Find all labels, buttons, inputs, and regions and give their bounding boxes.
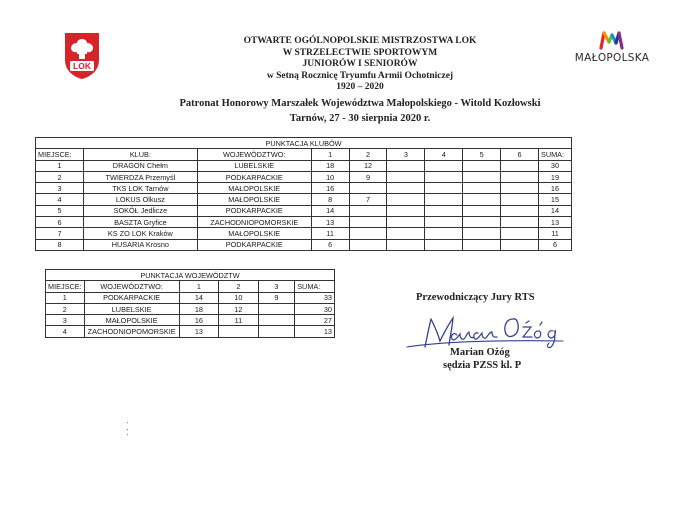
- table-cell: 12: [219, 303, 259, 314]
- column-header: SUMA:: [295, 281, 335, 292]
- jury-title: Przewodniczący Jury RTS: [416, 292, 535, 303]
- table-cell: 1: [36, 160, 84, 171]
- voiv-table-header-row: [46, 281, 335, 292]
- table-cell: [349, 205, 387, 216]
- table-cell: [258, 303, 295, 314]
- table-cell: 2: [46, 303, 85, 314]
- table-cell: [463, 194, 501, 205]
- table-cell: SOKÓŁ Jedlicze: [83, 205, 197, 216]
- table-cell: 12: [349, 160, 387, 171]
- table-cell: HUSARIA Krosno: [83, 239, 197, 250]
- table-cell: [349, 228, 387, 239]
- table-cell: [349, 217, 387, 228]
- table-cell: PODKARPACKIE: [84, 292, 179, 303]
- table-cell: [501, 160, 539, 171]
- table-cell: 18: [179, 303, 219, 314]
- table-row: [36, 205, 572, 216]
- jury-chair-name: Marian Ożóg: [450, 347, 510, 358]
- club-table-title-row: [36, 138, 572, 149]
- table-cell: [387, 228, 425, 239]
- table-cell: [219, 326, 259, 337]
- table-cell: [425, 217, 463, 228]
- table-cell: [463, 171, 501, 182]
- header-place-date: Tarnów, 27 - 30 sierpnia 2020 r.: [289, 112, 431, 124]
- table-cell: 2: [36, 171, 84, 182]
- column-header: 1: [179, 281, 219, 292]
- table-cell: [463, 160, 501, 171]
- scan-speck-marks: [126, 422, 129, 436]
- table-row: [36, 160, 572, 171]
- table-cell: 30: [538, 160, 571, 171]
- table-cell: ZACHODNIOPOMORSKIE: [197, 217, 311, 228]
- lok-logo-text: LOK: [73, 61, 91, 72]
- column-header: 5: [463, 149, 501, 160]
- table-cell: 5: [36, 205, 84, 216]
- column-header: 4: [425, 149, 463, 160]
- table-cell: 6: [538, 239, 571, 250]
- table-cell: KS ZO LOK Kraków: [83, 228, 197, 239]
- table-cell: [501, 194, 539, 205]
- column-header: 6: [501, 149, 539, 160]
- table-cell: 4: [36, 194, 84, 205]
- table-cell: [258, 315, 295, 326]
- table-cell: 6: [36, 217, 84, 228]
- table-cell: PODKARPACKIE: [197, 239, 311, 250]
- table-cell: [387, 205, 425, 216]
- table-cell: MAŁOPOLSKIE: [197, 194, 311, 205]
- table-cell: [258, 326, 295, 337]
- table-cell: 10: [311, 171, 349, 182]
- column-header: WOJEWÓDZTWO:: [197, 149, 311, 160]
- table-cell: [463, 183, 501, 194]
- table-cell: 4: [46, 326, 85, 337]
- table-cell: [387, 239, 425, 250]
- table-cell: LOKUS Olkusz: [83, 194, 197, 205]
- header-title-line: OTWARTE OGÓLNOPOLSKIE MISTRZOSTWA LOK: [243, 36, 477, 46]
- table-cell: 15: [538, 194, 571, 205]
- document-header: [130, 36, 590, 125]
- table-cell: 11: [311, 228, 349, 239]
- table-cell: 13: [179, 326, 219, 337]
- table-cell: [387, 194, 425, 205]
- table-row: [36, 217, 572, 228]
- table-cell: 3: [46, 315, 85, 326]
- table-cell: LUBELSKIE: [84, 303, 179, 314]
- table-row: [46, 303, 335, 314]
- table-cell: [387, 160, 425, 171]
- table-row: [46, 292, 335, 303]
- table-cell: DRAGON Chełm: [83, 160, 197, 171]
- table-cell: PODKARPACKIE: [197, 171, 311, 182]
- table-row: [36, 228, 572, 239]
- table-cell: 16: [311, 183, 349, 194]
- table-cell: [425, 228, 463, 239]
- table-row: [46, 315, 335, 326]
- club-table-title: PUNKTACJA KLUBÓW: [36, 138, 572, 149]
- table-cell: [387, 183, 425, 194]
- voivodeship-standings-table: [45, 269, 335, 338]
- table-cell: LUBELSKIE: [197, 160, 311, 171]
- table-cell: [463, 205, 501, 216]
- table-row: [46, 326, 335, 337]
- table-cell: 13: [538, 217, 571, 228]
- column-header: SUMA:: [538, 149, 571, 160]
- header-title-line: w Setną Rocznicę Tryumfu Armii Ochotniczej: [266, 70, 454, 81]
- header-title-line: W STRZELECTWIE SPORTOWYM: [282, 47, 438, 58]
- column-header: 3: [387, 149, 425, 160]
- table-cell: 27: [295, 315, 335, 326]
- table-cell: 8: [36, 239, 84, 250]
- table-cell: [501, 205, 539, 216]
- table-cell: ZACHODNIOPOMORSKIE: [84, 326, 179, 337]
- table-cell: 1: [46, 292, 85, 303]
- column-header: WOJEWÓDZTWO:: [84, 281, 179, 292]
- header-title-line: JUNIORÓW I SENIORÓW: [302, 59, 418, 69]
- table-cell: 11: [538, 228, 571, 239]
- table-cell: 10: [219, 292, 259, 303]
- club-table-header-row: [36, 149, 572, 160]
- column-header: 2: [219, 281, 259, 292]
- club-standings-table: [35, 137, 572, 251]
- table-cell: 9: [349, 171, 387, 182]
- table-cell: [425, 171, 463, 182]
- table-cell: 16: [179, 315, 219, 326]
- table-cell: 3: [36, 183, 84, 194]
- column-header: KLUB:: [83, 149, 197, 160]
- table-cell: [501, 217, 539, 228]
- table-cell: MAŁOPOLSKIE: [197, 183, 311, 194]
- column-header: MIEJSCE:: [46, 281, 85, 292]
- column-header: 1: [311, 149, 349, 160]
- table-row: [36, 171, 572, 182]
- column-header: MIEJSCE:: [36, 149, 84, 160]
- table-cell: 13: [311, 217, 349, 228]
- column-header: 2: [349, 149, 387, 160]
- header-date-range: 1920 – 2020: [336, 82, 384, 92]
- header-patronage: Patronat Honorowy Marszałek Województwa Małopolskiego - Witold Kozłowski: [179, 97, 541, 109]
- table-cell: 11: [219, 315, 259, 326]
- table-cell: 7: [349, 194, 387, 205]
- table-cell: [387, 217, 425, 228]
- table-cell: [425, 194, 463, 205]
- column-header: 3: [258, 281, 295, 292]
- table-cell: 9: [258, 292, 295, 303]
- table-cell: MAŁOPOLSKIE: [84, 315, 179, 326]
- table-cell: [463, 228, 501, 239]
- table-cell: 14: [311, 205, 349, 216]
- table-cell: 8: [311, 194, 349, 205]
- table-cell: 6: [311, 239, 349, 250]
- table-cell: [349, 183, 387, 194]
- table-cell: [463, 239, 501, 250]
- table-cell: [501, 171, 539, 182]
- jury-signature-block: [405, 285, 570, 395]
- voiv-table-title: PUNKTACJA WOJEWÓDZTW: [46, 270, 335, 281]
- table-cell: [425, 239, 463, 250]
- table-cell: [425, 183, 463, 194]
- table-cell: [387, 171, 425, 182]
- table-cell: 30: [295, 303, 335, 314]
- table-cell: TWIERDZA Przemyśl: [83, 171, 197, 182]
- table-cell: [425, 205, 463, 216]
- lok-logo: [62, 30, 102, 80]
- table-cell: PODKARPACKIE: [197, 205, 311, 216]
- table-cell: 18: [311, 160, 349, 171]
- jury-chair-role: sędzia PZSS kl. P: [443, 360, 522, 371]
- table-cell: [501, 183, 539, 194]
- table-cell: [501, 228, 539, 239]
- table-row: [36, 239, 572, 250]
- table-cell: MAŁOPOLSKIE: [197, 228, 311, 239]
- table-cell: 13: [295, 326, 335, 337]
- table-cell: 19: [538, 171, 571, 182]
- table-cell: BASZTA Gryfice: [83, 217, 197, 228]
- table-cell: 14: [538, 205, 571, 216]
- lok-shield-icon: [62, 30, 102, 80]
- table-cell: TKS LOK Tarnów: [83, 183, 197, 194]
- table-row: [36, 183, 572, 194]
- table-cell: 16: [538, 183, 571, 194]
- table-cell: 7: [36, 228, 84, 239]
- table-cell: 33: [295, 292, 335, 303]
- malopolska-logo-text: MAŁOPOLSKA: [574, 52, 650, 64]
- table-cell: [425, 160, 463, 171]
- table-cell: 14: [179, 292, 219, 303]
- table-cell: [501, 239, 539, 250]
- table-cell: [463, 217, 501, 228]
- table-row: [36, 194, 572, 205]
- table-cell: [349, 239, 387, 250]
- voiv-table-title-row: [46, 270, 335, 281]
- malopolska-m-icon: [599, 30, 625, 50]
